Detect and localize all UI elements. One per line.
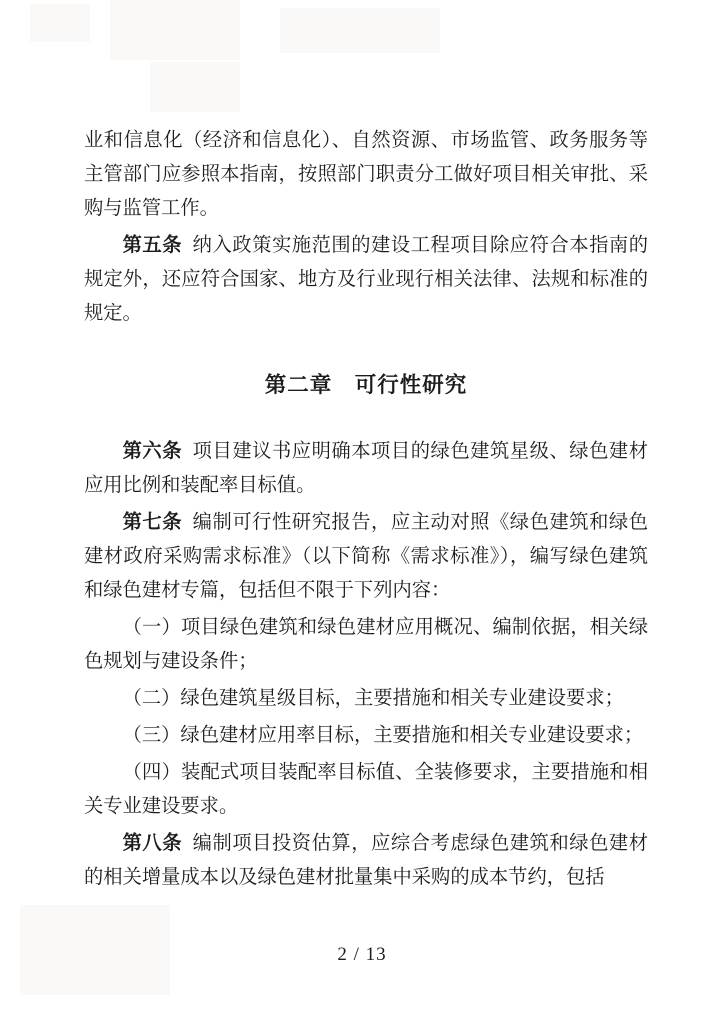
paragraph	[84, 124, 648, 226]
paragraph	[84, 229, 648, 331]
article-number: 第七条	[122, 512, 183, 533]
document-body	[84, 124, 648, 898]
paragraph	[84, 435, 648, 503]
paragraph	[84, 506, 648, 608]
paragraph-text: （二）绿色建筑星级目标，主要措施和相关专业建设要求；	[122, 688, 624, 709]
paragraph-text: （四）装配式项目装配率目标值、全装修要求，主要措施和相关专业建设要求。	[84, 762, 648, 817]
paragraph-text: 业和信息化（经济和信息化）、自然资源、市场监管、政务服务等主管部门应参照本指南，按照部门职责分工做好项目相关审批、采购与监管工作。	[84, 130, 648, 219]
paragraph-text: 编制项目投资估算，应综合考虑绿色建筑和绿色建材的相关增量成本以及绿色建材批量集中采购的成本节约，包括	[84, 833, 649, 888]
article-number: 第八条	[122, 833, 183, 854]
paragraph-text: 编制可行性研究报告，应主动对照《绿色建筑和绿色建材政府采购需求标准》（以下简称《需求标准》），编写绿色建筑和绿色建材专篇，包括但不限于下列内容：	[84, 512, 649, 601]
article-number: 第五条	[122, 235, 183, 256]
scan-artifact	[280, 8, 440, 53]
paragraph	[84, 682, 648, 716]
paragraph-text: （三）绿色建材应用率目标，主要措施和相关专业建设要求；	[122, 725, 644, 746]
paragraph	[84, 719, 648, 753]
paragraph-text: （一）项目绿色建筑和绿色建材应用概况、编制依据，相关绿色规划与建设条件；	[84, 617, 648, 672]
page-number: 2 / 13	[337, 944, 387, 965]
chapter-heading	[84, 367, 648, 403]
paragraph-text: 项目建议书应明确本项目的绿色建筑星级、绿色建材应用比例和装配率目标值。	[84, 441, 649, 496]
paragraph	[84, 756, 648, 824]
scan-artifact	[30, 4, 90, 42]
chapter-heading-text: 第二章 可行性研究	[264, 373, 468, 397]
scan-artifact	[110, 0, 240, 60]
paragraph	[84, 611, 648, 679]
scan-artifact	[150, 62, 240, 112]
paragraph	[84, 827, 648, 895]
paragraph-text: 纳入政策实施范围的建设工程项目除应符合本指南的规定外，还应符合国家、地方及行业现行相关法律、法规和标准的规定。	[84, 235, 649, 324]
article-number: 第六条	[122, 441, 183, 462]
